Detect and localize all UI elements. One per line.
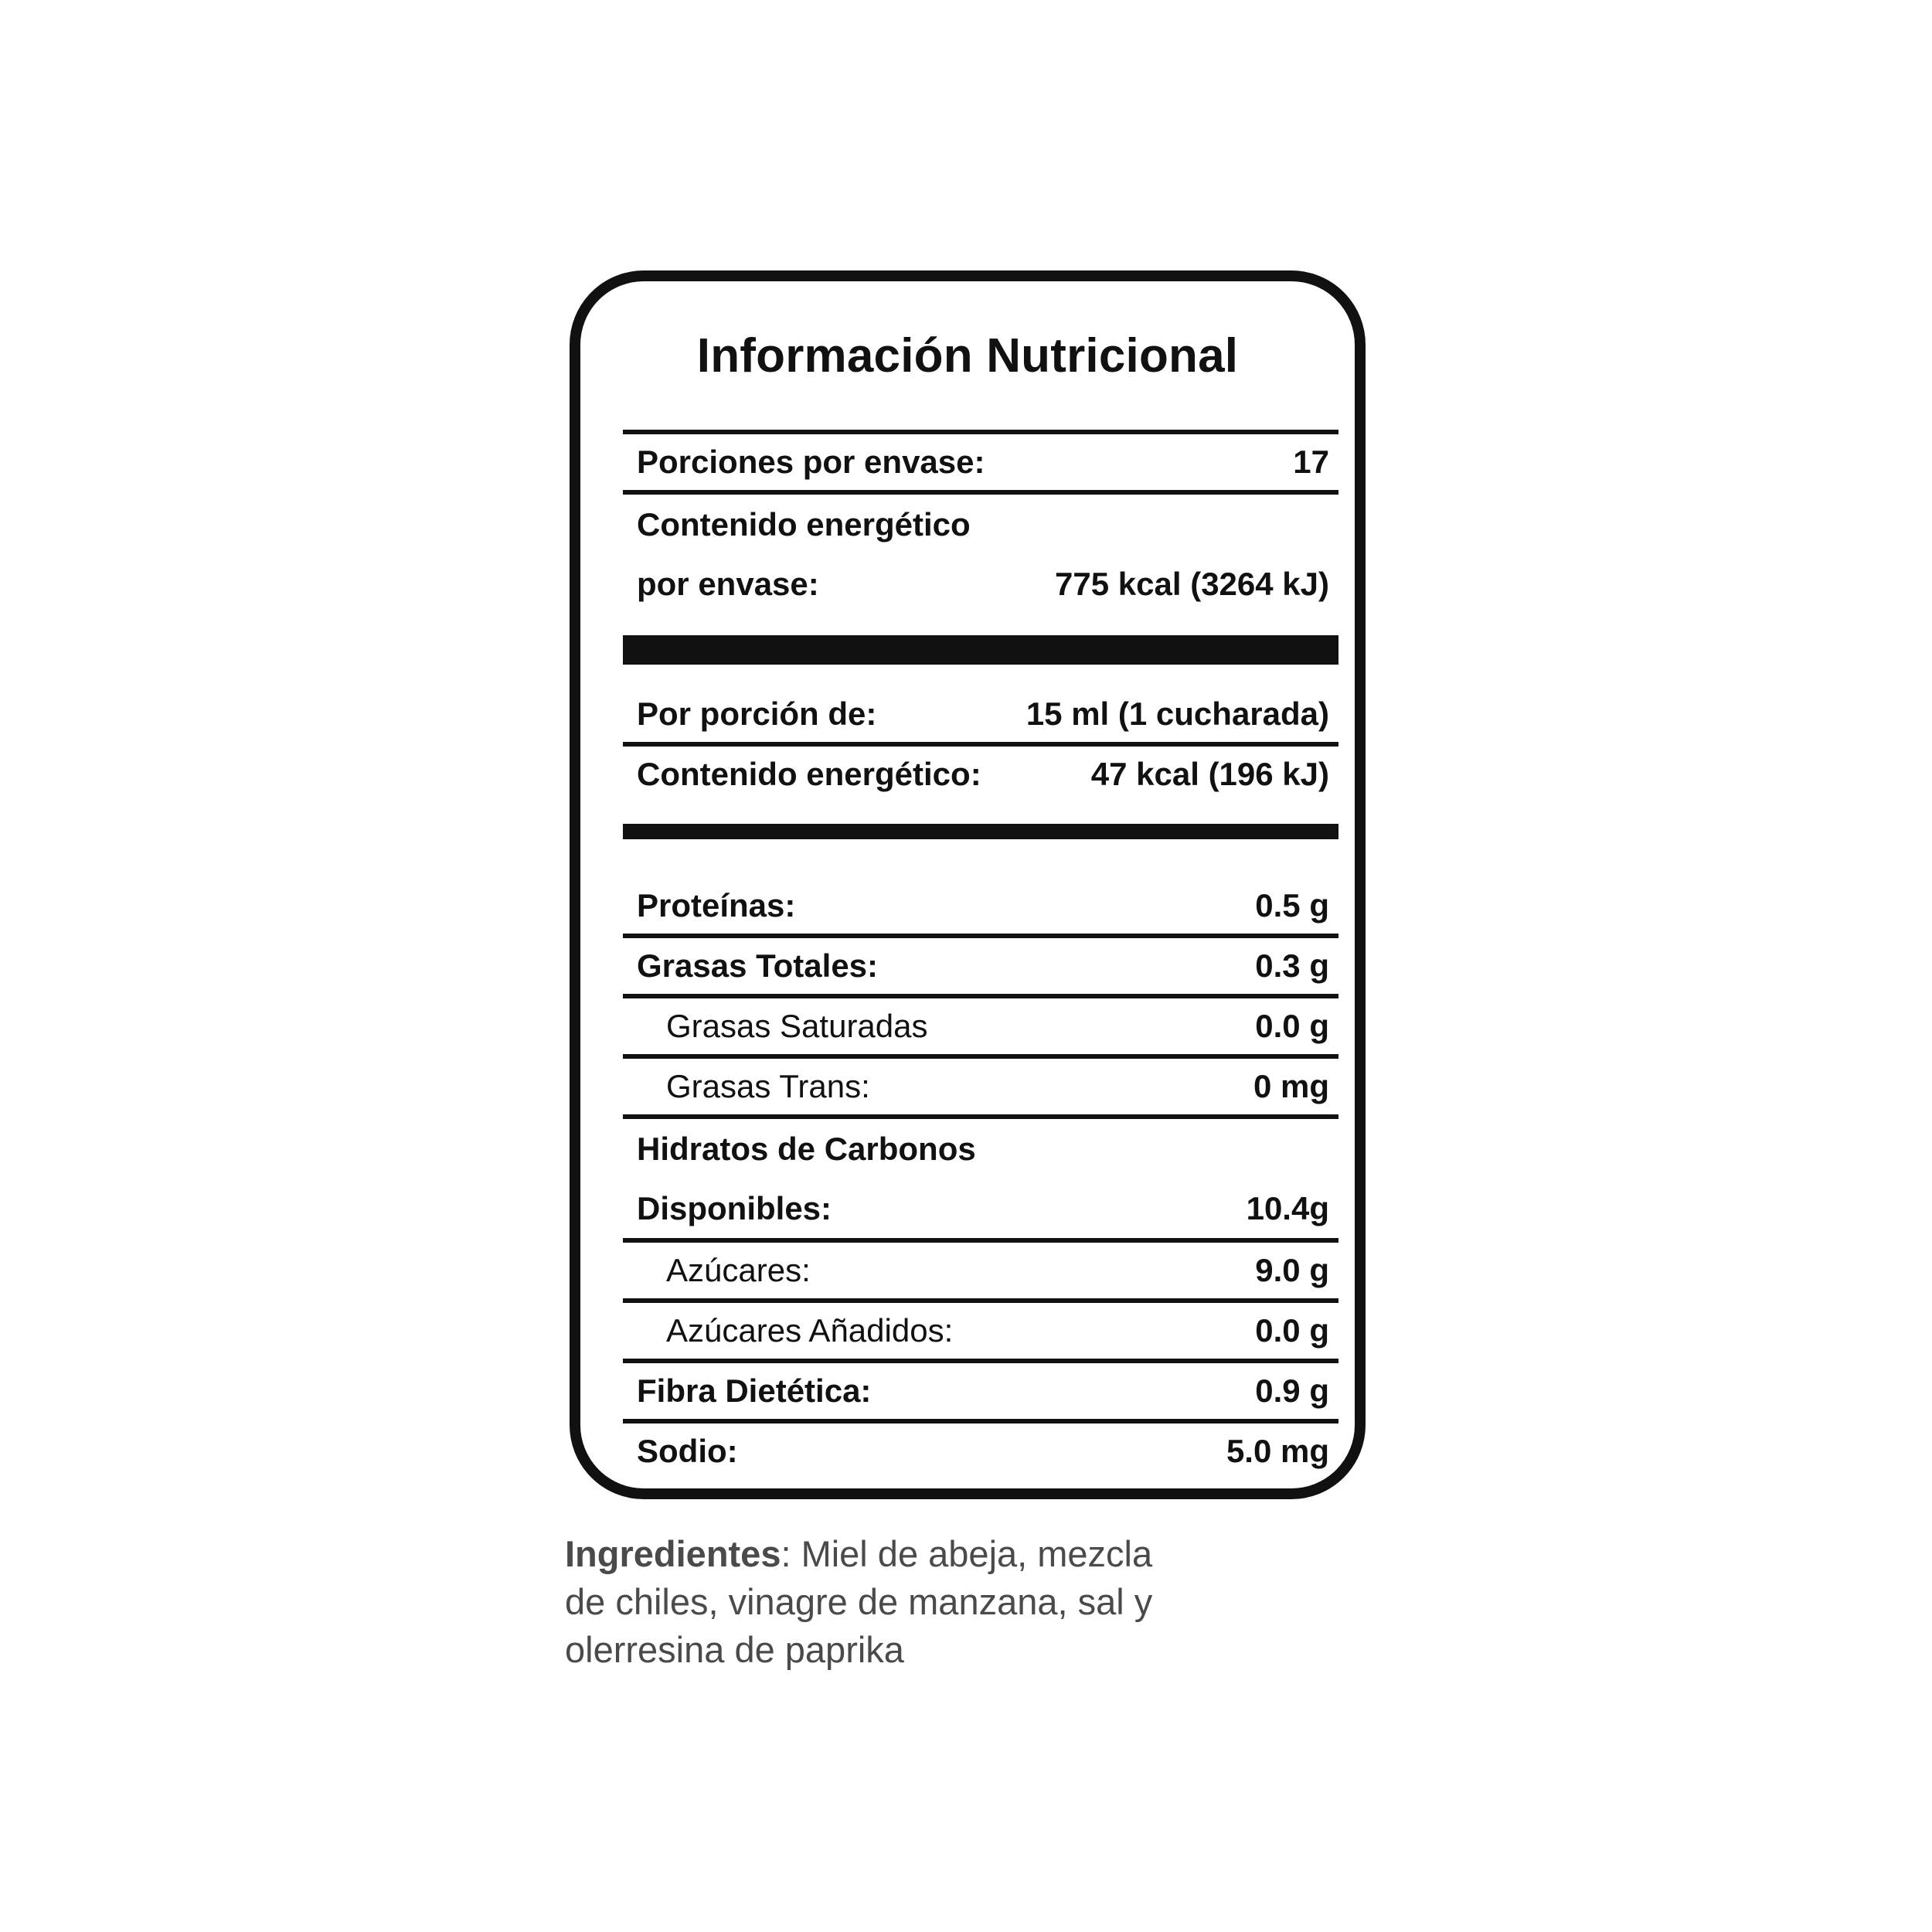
ingredients-separator: :	[781, 1533, 801, 1574]
row-proteinas	[623, 878, 1338, 934]
row-label: por envase:	[637, 565, 819, 602]
ingredients-line: Miel de abeja, mezcla	[801, 1533, 1153, 1574]
row-value: 47 kcal (196 kJ)	[1090, 756, 1329, 792]
row-value: 0.9 g	[1255, 1372, 1329, 1409]
row-value: 775 kcal (3264 kJ)	[1055, 565, 1329, 602]
row-label: Proteínas:	[637, 887, 796, 923]
row-value: 5.0 mg	[1226, 1433, 1329, 1469]
row-value: 0.0 g	[1255, 1312, 1329, 1349]
row-energia-envase	[623, 495, 1338, 614]
row-grasas-saturadas	[623, 998, 1338, 1054]
ingredients-title: Ingredientes	[565, 1533, 781, 1574]
row-value: 10.4g	[1246, 1189, 1329, 1226]
nutrition-table	[623, 430, 1338, 1479]
row-azucares-anadidos	[623, 1303, 1338, 1359]
row-value: 15 ml (1 cucharada)	[1026, 696, 1329, 732]
row-value: 0.5 g	[1255, 887, 1329, 923]
row-grasas-trans	[623, 1059, 1338, 1114]
row-label: Porciones por envase:	[637, 444, 985, 480]
row-label: Fibra Dietética:	[637, 1372, 872, 1409]
row-value: 0.0 g	[1255, 1008, 1329, 1044]
row-value: 9.0 g	[1255, 1252, 1329, 1288]
row-label: Azúcares:	[666, 1252, 811, 1288]
row-label: Por porción de:	[637, 696, 877, 732]
row-azucares	[623, 1243, 1338, 1298]
row-porciones	[623, 434, 1338, 490]
row-label: Grasas Totales:	[637, 947, 879, 984]
row-value: 0 mg	[1253, 1068, 1329, 1104]
row-por-porcion	[623, 686, 1338, 742]
row-energia-porcion	[623, 747, 1338, 802]
ingredients-line: de chiles, vinagre de manzana, sal y	[565, 1581, 1153, 1622]
row-label: Sodio:	[637, 1433, 738, 1469]
row-label: Disponibles:	[637, 1189, 832, 1226]
row-label: Hidratos de Carbonos	[637, 1130, 976, 1167]
row-value: 17	[1293, 444, 1329, 480]
row-value: 0.3 g	[1255, 947, 1329, 984]
thick-divider	[623, 635, 1338, 665]
row-hidratos	[623, 1119, 1338, 1238]
row-label: Grasas Trans:	[666, 1068, 870, 1104]
nutrition-facts-label	[570, 270, 1366, 1499]
row-label: Contenido energético	[637, 505, 971, 543]
row-label: Azúcares Añadidos:	[666, 1312, 954, 1349]
label-title: Información Nutricional	[696, 329, 1239, 383]
row-grasas-totales	[623, 938, 1338, 994]
row-label: Contenido energético:	[637, 756, 981, 792]
row-sodio	[623, 1423, 1338, 1479]
row-fibra	[623, 1363, 1338, 1419]
ingredients-line: olerresina de paprika	[565, 1629, 904, 1670]
thick-divider	[623, 824, 1338, 839]
ingredients-text	[565, 1530, 1260, 1674]
row-label: Grasas Saturadas	[666, 1008, 928, 1044]
